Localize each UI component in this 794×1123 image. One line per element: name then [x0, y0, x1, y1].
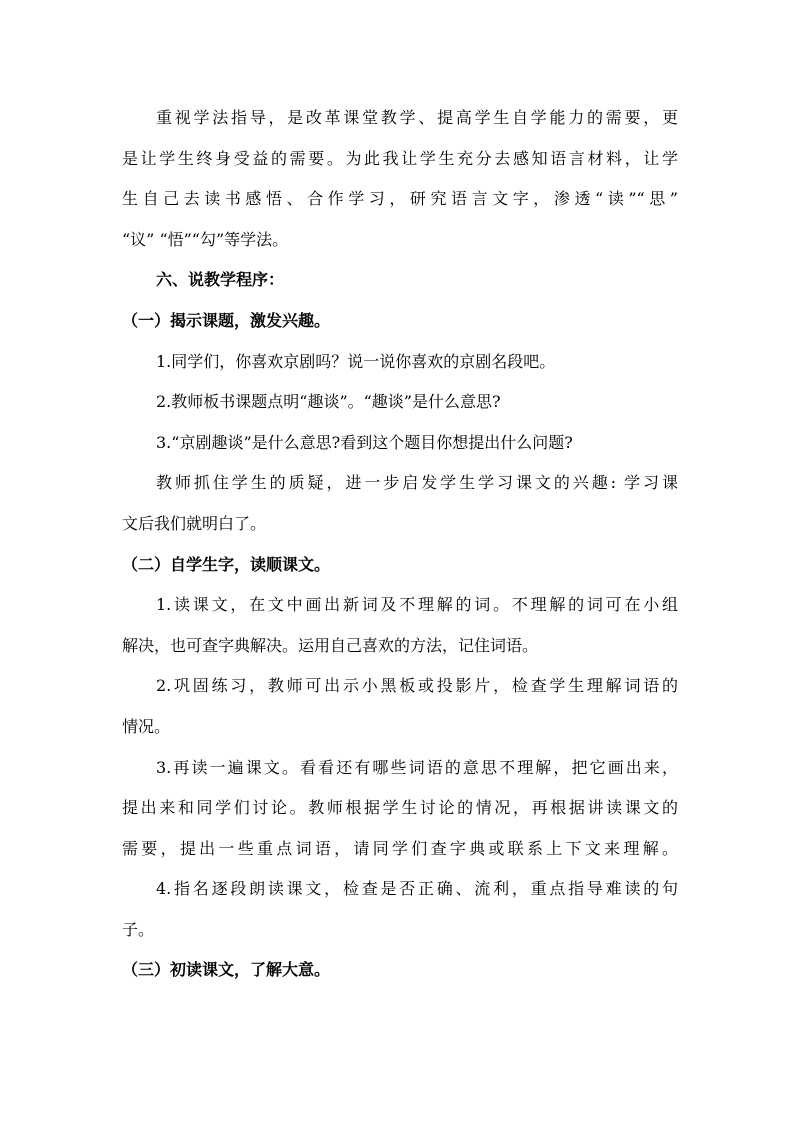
list-item-continuation: 解决，也可查字典解决。运用自己喜欢的方法，记住词语。	[122, 635, 539, 655]
list-item: 1.读课文，在文中画出新词及不理解的词。不理解的词可在小组	[156, 595, 678, 615]
document-body	[122, 98, 678, 991]
list-item: 4.指名逐段朗读课文，检查是否正确、流利，重点指导难读的句	[156, 879, 678, 899]
paragraph-line: “议” “悟”“勾”等学法。	[122, 229, 289, 249]
list-item: 2.巩固练习，教师可出示小黑板或投影片，检查学生理解词语的	[156, 676, 678, 696]
list-item: 3.再读一遍课文。看看还有哪些词语的意思不理解，把它画出来，	[156, 757, 678, 777]
section-heading: 六、说教学程序：	[156, 270, 285, 290]
paragraph-line: 教师抓住学生的质疑，进一步启发学生学习课文的兴趣: 学习课	[156, 473, 678, 493]
paragraph-line: 重视学法指导，是改革课堂教学、提高学生自学能力的需要，更	[156, 108, 678, 127]
list-item: 2.教师板书课题点明“趣谈”。“趣谈”是什么意思?	[156, 392, 501, 412]
subsection-heading: （二）自学生字，读顺课文。	[122, 554, 331, 574]
list-item-continuation: 子。	[122, 919, 155, 939]
list-item-continuation: 需要，提出一些重点词语，请同学们查字典或联系上下文来理解。	[122, 838, 678, 858]
paragraph-line: 是让学生终身受益的需要。为此我让学生充分去感知语言材料，让学	[122, 148, 678, 168]
subsection-heading: （一）揭示课题，激发兴趣。	[122, 310, 331, 330]
list-item: 3.“京剧趣谈”是什么意思?看到这个题目你想提出什么问题?	[156, 432, 573, 452]
list-item-continuation: 提出来和同学们讨论。教师根据学生讨论的情况，再根据讲读课文的	[122, 798, 678, 818]
paragraph-line: 文后我们就明白了。	[122, 513, 267, 533]
subsection-heading: （三）初读课文，了解大意。	[122, 960, 331, 980]
paragraph-line: 生自己去读书感悟、合作学习，研究语言文字，渗透“读”“思”	[122, 189, 678, 209]
list-item: 1.同学们，你喜欢京剧吗？说一说你喜欢的京剧名段吧。	[156, 351, 556, 371]
list-item-continuation: 情况。	[122, 716, 171, 736]
